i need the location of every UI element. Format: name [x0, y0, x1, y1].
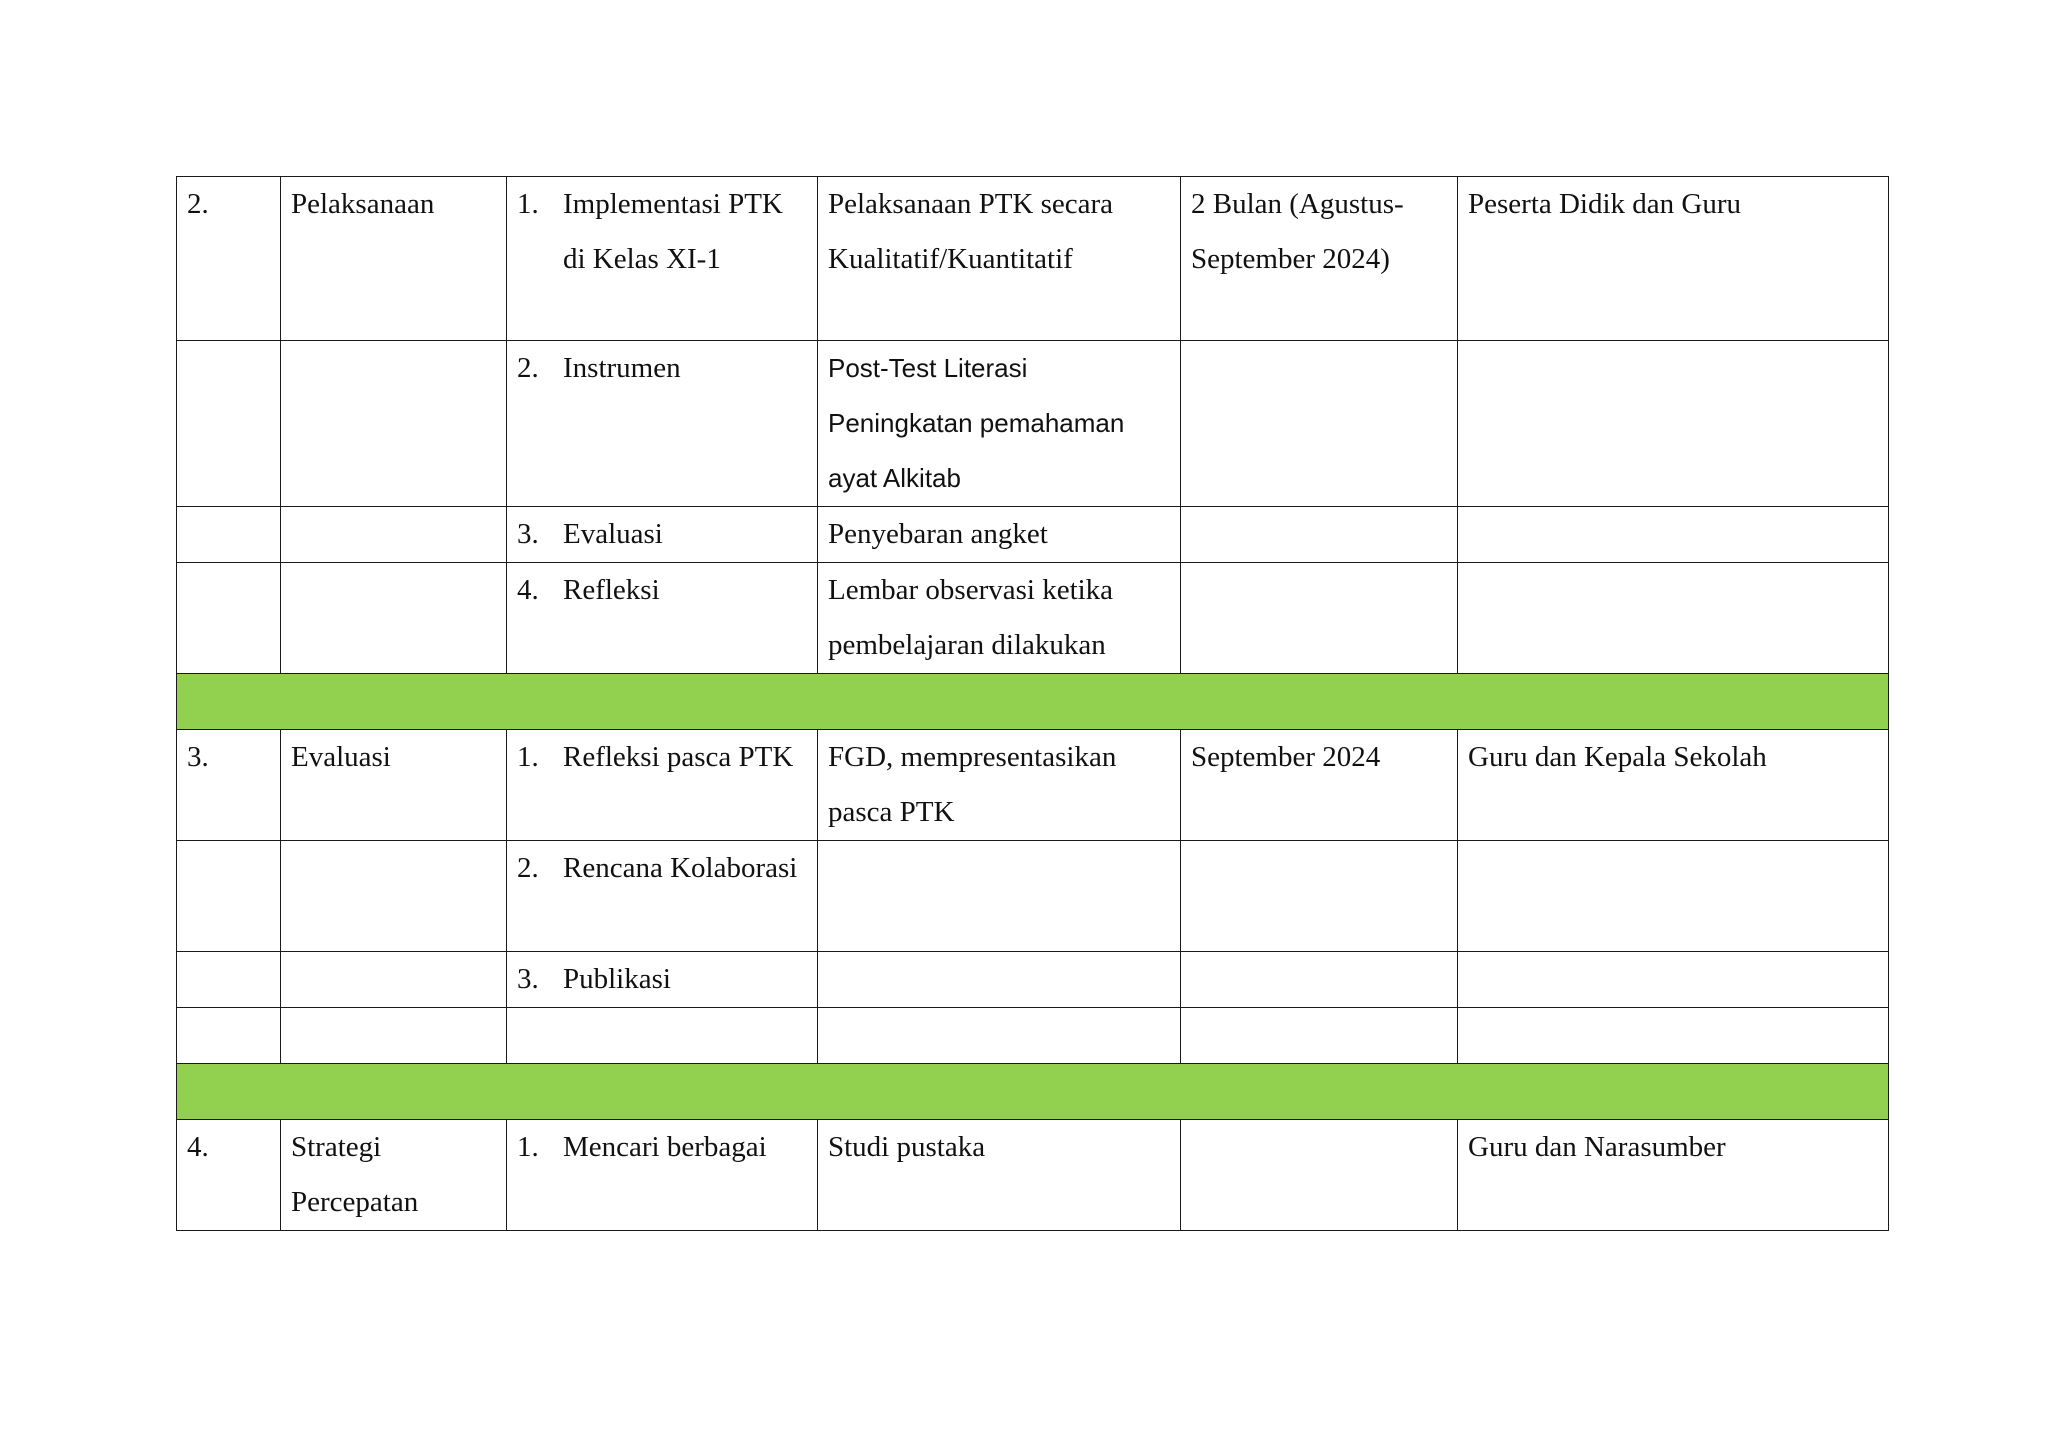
empty-cell — [177, 1008, 281, 1064]
empty-cell — [1181, 1008, 1458, 1064]
empty-cell — [281, 507, 507, 563]
table-row — [177, 563, 1889, 674]
empty-cell — [177, 563, 281, 674]
step-cell — [507, 341, 818, 507]
step-number: 3. — [517, 518, 539, 550]
table-row — [177, 730, 1889, 841]
party-cell — [1458, 952, 1889, 1008]
time-cell — [1181, 952, 1458, 1008]
step-text: Refleksi pasca PTK — [563, 741, 794, 773]
party-cell — [1458, 841, 1889, 952]
step-cell — [507, 563, 818, 674]
table-row — [177, 1008, 1889, 1064]
step-text: Implementasi PTK di Kelas XI-1 — [563, 188, 783, 275]
empty-cell — [281, 563, 507, 674]
table-row — [177, 841, 1889, 952]
party-cell — [1458, 341, 1889, 507]
step-cell — [507, 841, 818, 952]
time-cell — [1181, 563, 1458, 674]
step-cell — [507, 177, 818, 341]
time-cell: September 2024 — [1181, 730, 1458, 841]
section-number: 2. — [177, 177, 281, 341]
separator-row — [177, 674, 1889, 730]
method-cell: Post-Test Literasi Peningkatan pemahaman ayat Alkitab — [818, 341, 1181, 507]
section-activity: Pelaksanaan — [281, 177, 507, 341]
separator-row — [177, 1064, 1889, 1120]
step-text: Rencana Kolaborasi — [563, 852, 798, 884]
step-cell — [507, 507, 818, 563]
step-number: 2. — [517, 352, 539, 384]
time-cell — [1181, 341, 1458, 507]
separator-cell — [177, 1064, 1889, 1120]
table-row — [177, 177, 1889, 341]
step-number: 3. — [517, 963, 539, 995]
empty-cell — [281, 841, 507, 952]
step-number: 1. — [517, 188, 539, 220]
method-cell — [818, 841, 1181, 952]
section-number: 4. — [177, 1120, 281, 1231]
step-text: Instrumen — [563, 352, 681, 384]
section-activity: Strategi Percepatan — [281, 1120, 507, 1231]
empty-cell — [1458, 1008, 1889, 1064]
method-cell: FGD, mempresentasikan pasca PTK — [818, 730, 1181, 841]
step-text: Mencari berbagai — [563, 1131, 767, 1163]
step-number: 4. — [517, 574, 539, 606]
empty-cell — [507, 1008, 818, 1064]
table-row — [177, 1120, 1889, 1231]
step-cell — [507, 730, 818, 841]
step-cell — [507, 952, 818, 1008]
empty-cell — [177, 507, 281, 563]
step-text: Refleksi — [563, 574, 660, 606]
party-cell — [1458, 563, 1889, 674]
method-cell: Penyebaran angket — [818, 507, 1181, 563]
empty-cell — [177, 841, 281, 952]
empty-cell — [281, 952, 507, 1008]
empty-cell — [818, 1008, 1181, 1064]
step-text: Evaluasi — [563, 518, 663, 550]
empty-cell — [281, 1008, 507, 1064]
party-cell: Peserta Didik dan Guru — [1458, 177, 1889, 341]
method-cell — [818, 952, 1181, 1008]
party-cell: Guru dan Narasumber — [1458, 1120, 1889, 1231]
step-number: 1. — [517, 741, 539, 773]
step-number: 1. — [517, 1131, 539, 1163]
empty-cell — [177, 952, 281, 1008]
method-cell: Studi pustaka — [818, 1120, 1181, 1231]
step-cell — [507, 1120, 818, 1231]
time-cell — [1181, 841, 1458, 952]
table-row — [177, 507, 1889, 563]
table-row — [177, 952, 1889, 1008]
method-cell: Lembar observasi ketika pembelajaran dilakukan — [818, 563, 1181, 674]
step-text: Publikasi — [563, 963, 671, 995]
section-number: 3. — [177, 730, 281, 841]
table-row — [177, 341, 1889, 507]
separator-cell — [177, 674, 1889, 730]
time-cell: 2 Bulan (Agustus-September 2024) — [1181, 177, 1458, 341]
party-cell: Guru dan Kepala Sekolah — [1458, 730, 1889, 841]
empty-cell — [177, 341, 281, 507]
party-cell — [1458, 507, 1889, 563]
method-cell: Pelaksanaan PTK secara Kualitatif/Kuantitatif — [818, 177, 1181, 341]
plan-table — [176, 176, 1889, 1231]
section-activity: Evaluasi — [281, 730, 507, 841]
step-number: 2. — [517, 852, 539, 884]
time-cell — [1181, 507, 1458, 563]
time-cell — [1181, 1120, 1458, 1231]
empty-cell — [281, 341, 507, 507]
